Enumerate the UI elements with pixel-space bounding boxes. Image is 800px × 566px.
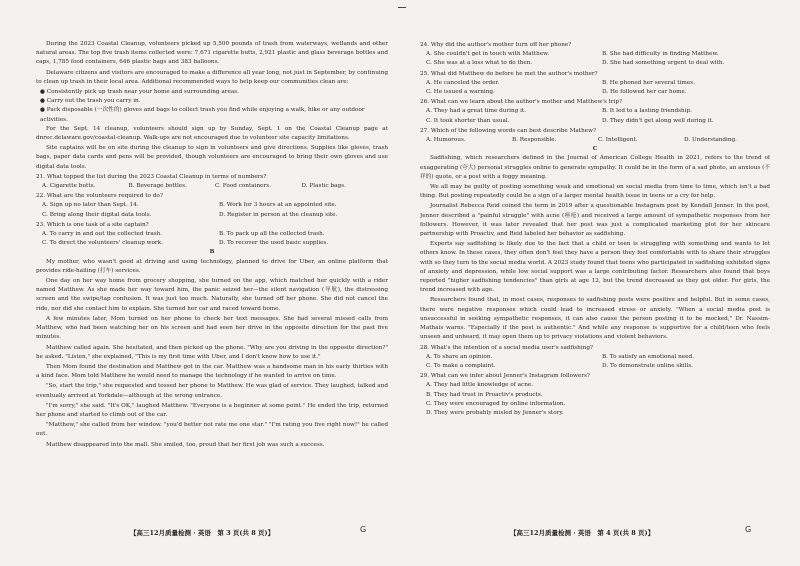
section-c-heading: C [592, 146, 598, 153]
paragraph: Experts say sadfishing is likely due to the fact that a child or teen is struggling with something and wants to let others know. In these cases, they often don't feel they have a person they feel comfortable with to share their struggles with so they turn to the social media world. A 2023 study found that teens who participated in sadfishing exhibited signs of anxiety and depression, while low social support was a large contributing factor. Researchers also found that boys reported "higher sadfishing tendencies" than girls at age 12, but the trend decreased as they got older. For girls, the trend increased with age. [420, 241, 770, 294]
option: A. Humorous. [426, 137, 466, 144]
option: A. Cigarette butts. [42, 183, 96, 190]
option: C. To make a complaint. [426, 362, 496, 369]
option: A. To share an opinion. [426, 353, 493, 360]
top-dash [398, 7, 406, 8]
right-column [420, 40, 770, 540]
question-28-options [420, 353, 770, 371]
option: D. Understanding. [684, 137, 737, 144]
option: D. They didn't get along well during it. [602, 117, 714, 124]
paragraph: Then Mom found the destination and Matthew got in the car. Matthew was a handsome man in his early thirties with a kind face. Mom told Matthew he would need to manage the technology if he wanted to arrive on time. [36, 363, 388, 380]
option: B. They had trust in Proactiv's products. [426, 391, 543, 398]
paragraph: Journalist Rebecca Reid coined the term in 2019 after a questionable Instagram post by Kendall Jenner. In the post, Jenner described a "painful struggle" with acne (痤疮) and received a large amount of sympathetic responses from her followers. However, it was later revealed that her post was just a complicated marketing plot for her skincare partnership with Proactiv, and Reid labeled her behavior as sadfishing. [420, 203, 770, 238]
option: D. Register in person at the cleanup site. [219, 211, 338, 218]
option: A. To carry in and out the collected trash. [42, 231, 163, 238]
question-27-options [420, 136, 770, 145]
option: B. He phoned her several times. [602, 79, 695, 86]
option: B. To pack up all the collected trash. [219, 231, 325, 238]
section-b-heading: B [209, 249, 215, 256]
option: C. They were encouraged by online information. [426, 400, 566, 407]
question-23-options [36, 230, 388, 248]
option: B. Beverage bottles. [128, 183, 187, 190]
option: B. It led to a lasting friendship. [602, 108, 692, 115]
option: B. Work for 3 hours at an appointed site. [219, 202, 337, 209]
option: B. She had difficulty in finding Matthew. [602, 51, 719, 58]
list-item: ● Pack disposable (一次性的) gloves and bags to collect trash you find while enjoying a walk, hike or any outdoor activities. [40, 107, 365, 123]
question-29: 29. What can we infer about Jenner's Instagram followers? [420, 373, 590, 380]
option: A. She couldn't get in touch with Matthew. [426, 51, 550, 58]
option: C. It took shorter than usual. [426, 117, 510, 124]
option: B. Responsible. [512, 137, 557, 144]
option: D. He followed her car home. [602, 89, 687, 96]
paragraph: Site captains will be on site during the cleanup to sign in volunteers and give directions. Supplies like gloves, trash bags, paper data cards and pens will be provided, though volunteers are encouraged to bring their own gloves and use digital data tools. [36, 145, 388, 170]
page-footer-right: 【高三12月质量检测 · 英语 第 4 页(共 8 页)】 [510, 529, 655, 537]
question-26-options [420, 107, 770, 125]
paragraph: "Matthew," she called from her window. "you'd better not rate me one star." "I'm rating you five right now!" he called out. [36, 422, 388, 438]
list-item: ● Consistently pick up trash near your home and surrounding areas. [40, 89, 239, 96]
question-24: 24. Why did the author's mother turn off her phone? [420, 42, 572, 48]
question-23: 23. Which is one task of a site captain? [36, 221, 149, 228]
paragraph: "So, start the trip," she requested and tossed her phone to Matthew. He was glad of service. They laughed, talked and eventually arrived at Yorkdale—although at the wrong entrance. [36, 383, 388, 399]
option: C. Intelligent. [598, 137, 638, 144]
option: A. They had little knowledge of acne. [426, 382, 534, 389]
paragraph: A few minutes later, Mom turned on her phone to check her text messages. She had several missed calls from Matthew, who had been watching her on his screen and had seen her drive in the opposite direction for the past five minutes. [36, 315, 388, 341]
option: D. Plastic bags. [301, 183, 346, 190]
paragraph: We all may be guilty of posting something weak and emotional on social media from time to time, which isn't a bad thing. But posting repeatedly could be a sign of a larger mental health issue in teens or a cry for help. [420, 184, 770, 200]
question-21-options [36, 182, 388, 191]
paragraph: During the 2023 Coastal Cleanup, volunteers picked up 5,500 pounds of trash from waterways, wetlands and other natural areas. The top five trash items collected were: 7,671 cigarette butts, 2,921 plastic and glass beverage bottles and caps, 1,785 food containers, 646 plastic bags and 383 balloons. [36, 41, 388, 66]
question-21: 21. What topped the list during the 2023 Coastal Cleanup in terms of numbers? [36, 173, 267, 180]
option: C. Food containers. [215, 183, 271, 190]
paragraph: One day on her way home from grocery shopping, she turned on the app, which matched her quickly with a rider named Matthew. As she made her way toward him, the panic seized her—the silent navigation (导航), the distressing screen and the swipe/tap confusion. It was just too much. Naturally, she turned off her phone. She did not cancel the ride, nor did she contact him to explain. She turned her car and raced toward home. [36, 278, 388, 312]
question-28: 28. What's the intention of a social media user's sadfishing? [420, 344, 594, 351]
question-22-options [36, 201, 388, 219]
left-column [36, 40, 388, 540]
option: D. To recover the used basic supplies. [219, 240, 329, 247]
option: D. She had something urgent to deal with. [602, 60, 725, 67]
paragraph: Researchers found that, in most cases, responses to sadfishing posts were positive and helpful. But in some cases, there were negative responses which could lead to increased stress or anxiety. "When a social media post is unsuccessful in seeking sympathetic responses, it can also cause the person posting it to be mocked," Dr. Nassim-Mathais warns. "Especially if the post is authentic." And while any response is supportive for a child/teen who feels unseen and unheard, it may open them up to privacy violations and violent behaviors. [420, 297, 770, 341]
question-27: 27. Which of the following words can best describe Mathew? [420, 127, 597, 134]
question-25-options [420, 79, 770, 97]
question-22: 22. What are the volunteers required to do? [36, 193, 163, 200]
paragraph: Matthew disappeared into the mall. She smiled, too, proud that her first job was such a success. [46, 441, 325, 448]
paragraph: For the Sept. 14 cleanup, volunteers should sign up by Sunday, Sept. 1 on the Coastal Cleanup page at dnrec.delaware.gov/coastal-cleanup. Walk-ups are not encouraged due to volunteer site capacity limitations. [36, 125, 388, 142]
option: B. To satisfy an emotional need. [602, 353, 694, 360]
question-26: 26. What can we learn about the author's mother and Matthew's trip? [420, 99, 623, 106]
page-footer-left: 【高三12月质量检测 · 英语 第 3 页(共 8 页)】 [130, 529, 275, 537]
option: D. To demonstrate online skills. [602, 362, 693, 369]
paragraph: My mother, who wasn't good at driving and using technology, planned to drive for Uber, an online platform that provides ride-hailing (打车) services. [36, 258, 388, 274]
option: C. He issued a warning. [426, 89, 495, 96]
paragraph: Sadfishing, which researchers defined in the Journal of American College Health in 2021, refers to the trend of exaggerating (夸大) personal struggles online to generate sympathy. It could be in the form of a sad photo, an anxious (不祥的) quote, or a post with a foggy meaning. [420, 155, 770, 180]
option: C. To direct the volunteers' cleanup work. [42, 240, 163, 247]
option: A. He canceled the order. [426, 79, 500, 86]
option: A. They had a great time during it. [426, 108, 527, 115]
page-mark-left: G [360, 525, 367, 534]
question-29-options [420, 381, 770, 418]
list-item: ● Carry out the trash you carry in. [40, 98, 141, 105]
paragraph: Matthew called again. She hesitated, and then picked up the phone. "Why are you driving in the opposite direction?" he asked. "Listen," she explained, "This is my first time with Uber, and I don't know how to use it." [36, 344, 388, 360]
option: C. She was at a loss what to do then. [426, 60, 533, 67]
question-24-options [420, 50, 770, 68]
option: D. They were probably misled by Jenner's story. [426, 409, 564, 416]
question-25: 25. What did Matthew do before he met the author's mother? [420, 70, 598, 77]
paragraph: Delaware citizens and visitors are encouraged to make a difference all year long, not just in September, by continuing to clean up trash in their local area. Additional recommended ways to help keep our communities clean are: [36, 69, 388, 85]
page-mark-right: G [745, 525, 752, 534]
option: A. Sign up no later than Sept. 14. [42, 202, 139, 209]
option: C. Bring along their digital data tools. [42, 211, 152, 218]
paragraph: "I'm sorry," she said. "It's OK," laughed Matthew. "Everyone is a beginner at some point." He ended the trip, returned her phone and started to climb out of the car. [36, 402, 388, 418]
